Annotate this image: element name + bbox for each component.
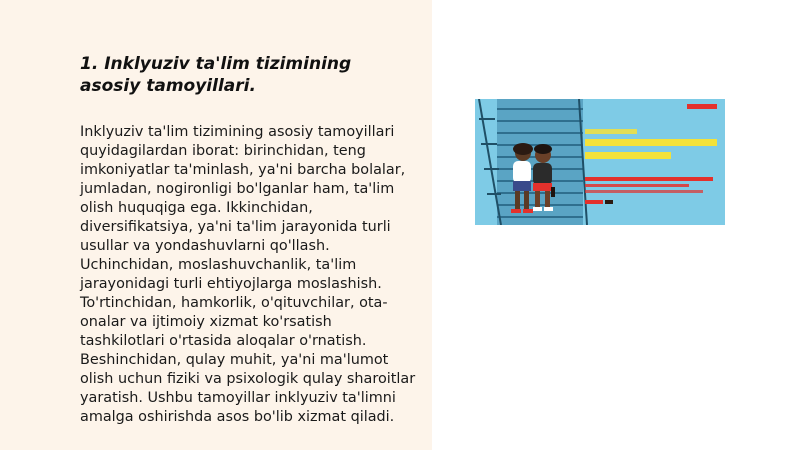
poster-illustration: [475, 99, 725, 225]
poster-logo: [687, 104, 717, 109]
slide-heading: 1. Inklyuziv ta'lim tizimining asosiy tamoyillari.: [80, 54, 352, 96]
slide-body-text: Inklyuziv ta'lim tizimining asosiy tamoyillari quyidagilardan iborat: birinchidan, teng imkoniyatlar ta'minlash, ya'ni barcha bolalar, jumladan, nogironligi bo'lganlar ham, ta'lim olish huquqiga ega. Ikkinchidan, diversifikatsiya, ya'ni ta'lim jarayonida turli usullar va yondashuvlarni qo'llash. Uchinchidan, moslashuvchanlik, ta'lim jarayonidagi turli ehtiyojlarga moslashish. To'rtinchidan, hamkorlik, o'qituvchilar, ota-onalar va ijtimoiy xizmat ko'rsatish tashkilotlari o'rtasida aloqalar o'rnatish. Beshinchidan, qulay muhit, ya'ni ma'lumot olish uchun fiziki va psixologik qulay sharoitlar yaratish. Ushbu tamoyillar inklyuziv ta'limni amalga oshirishda asos bo'lib xizmat qiladi.: [80, 124, 416, 425]
inclusion-poster-image: [475, 99, 725, 225]
